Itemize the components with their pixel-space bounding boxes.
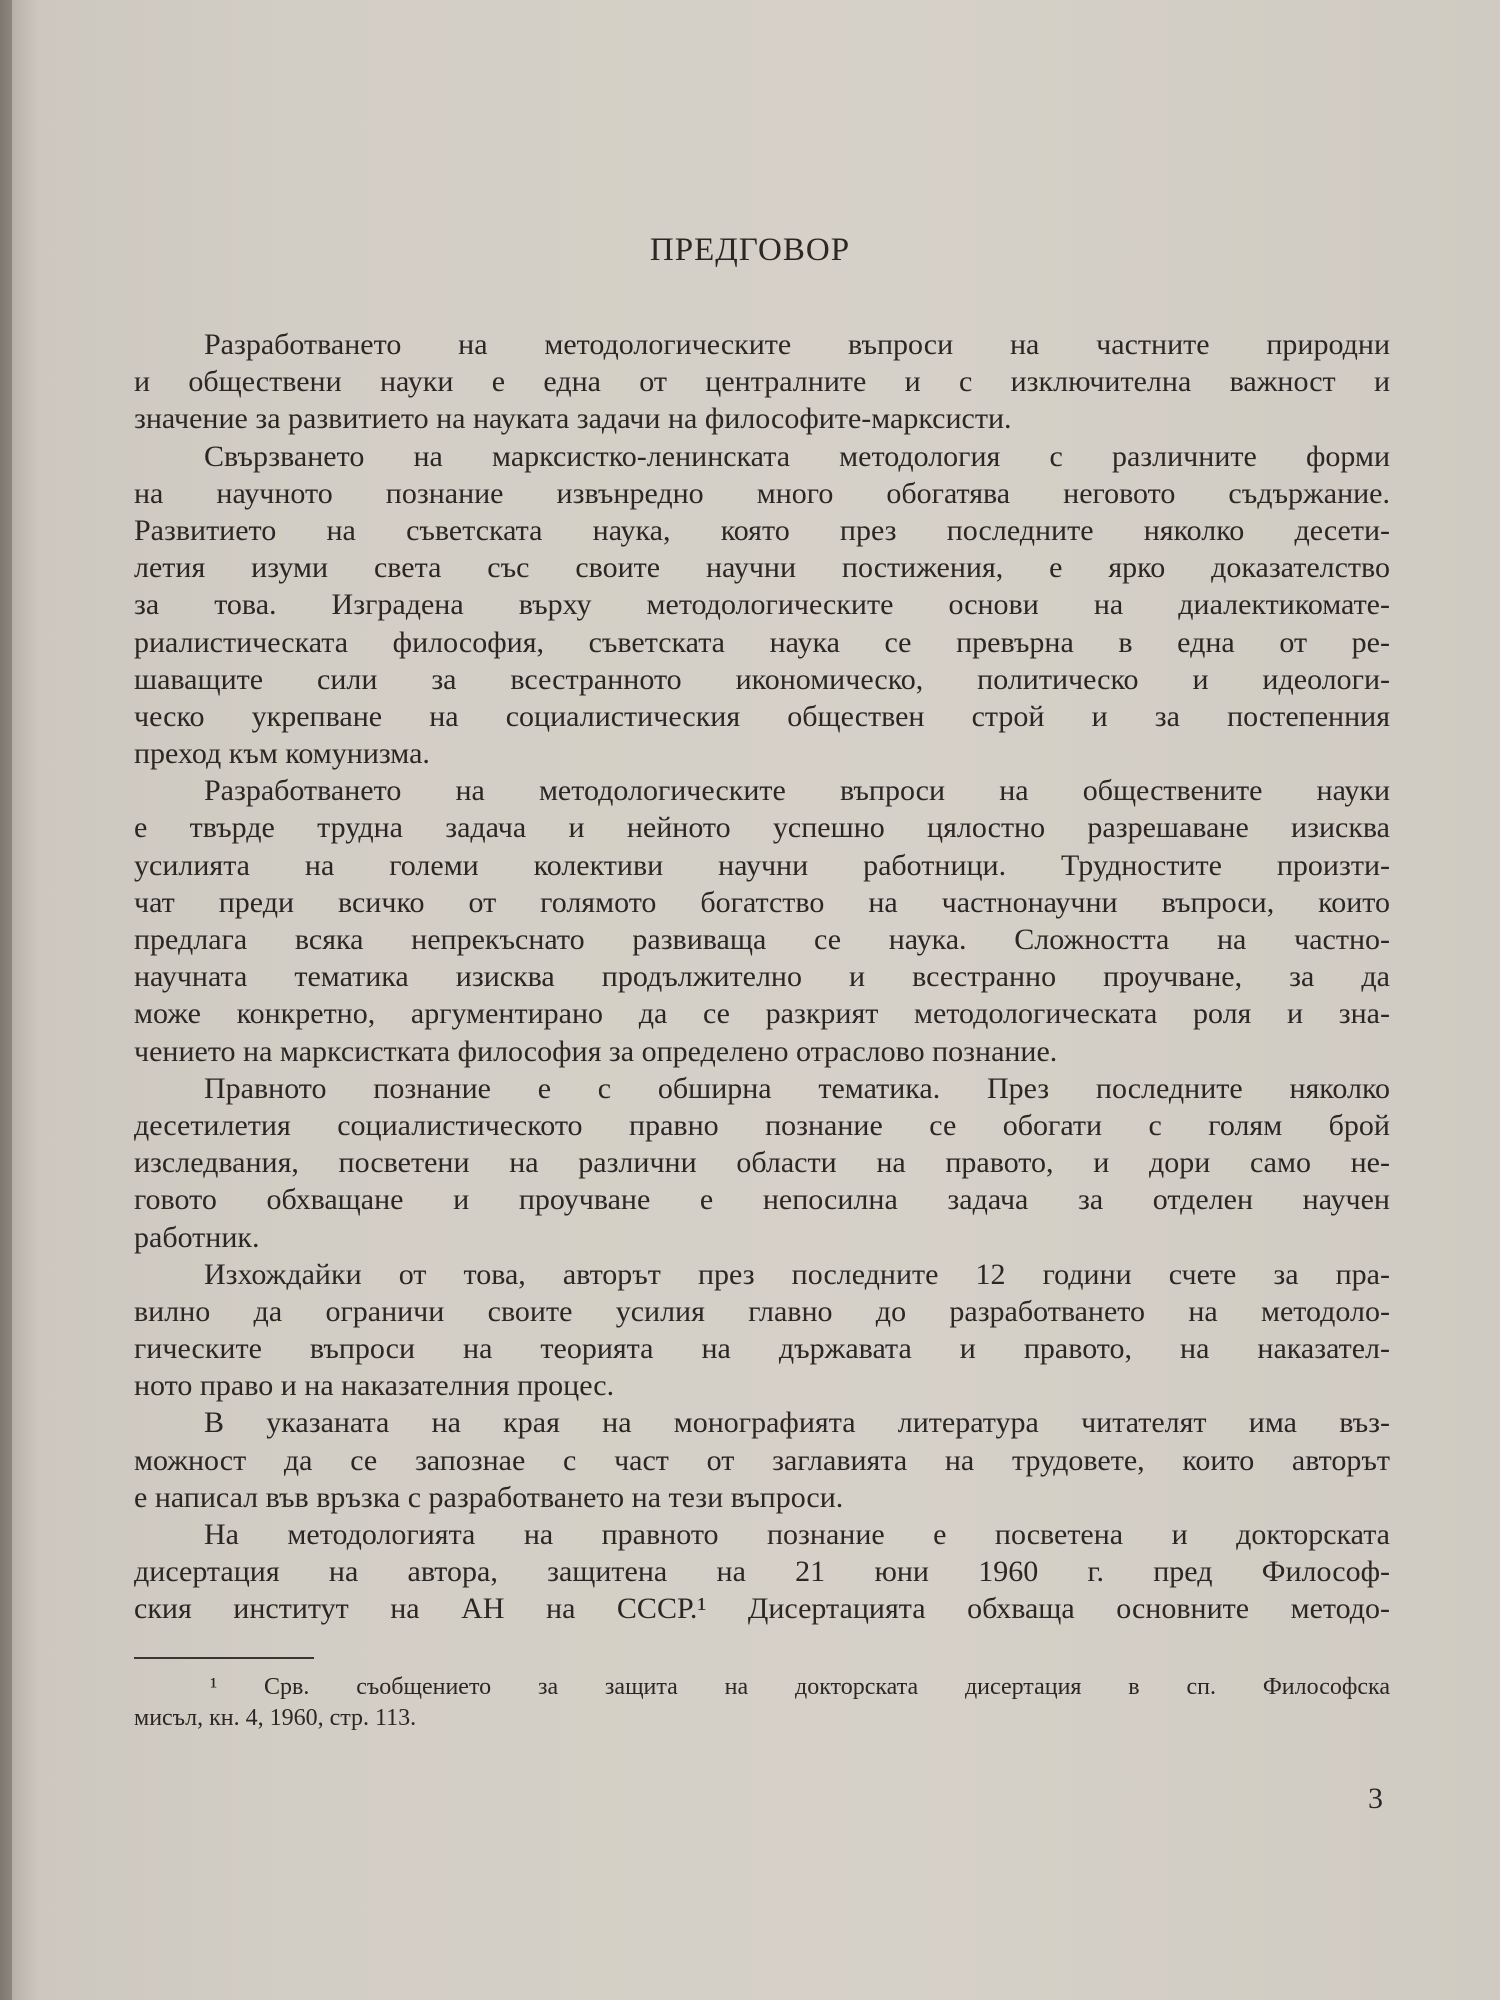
text-line: Изхождайки от това, авторът през последните 12 години счете за пра-: [204, 1257, 1390, 1291]
text-line: за това. Изградена върху методологическите основи на диалектикомате-: [134, 588, 1390, 622]
text-line: на научното познание извънредно много обогатява неговото съдържание.: [134, 476, 1390, 510]
text-line: значение за развитието на науката задачи на философите-марксисти.: [134, 402, 1012, 436]
body-text: [134, 326, 1390, 1628]
text-line: шаващите сили за всестранното икономическо, политическо и идеологи-: [134, 662, 1390, 696]
text-line: чението на марксистката философия за определено отраслово познание.: [134, 1034, 1058, 1068]
footnote-divider: [134, 1657, 314, 1659]
text-line: Разработването на методологическите въпроси на частните природни: [204, 328, 1390, 361]
text-line: може конкретно, аргументирано да се разкрият методологическата роля и зна-: [134, 997, 1390, 1031]
text-line: можност да се запознае с част от заглавията на трудовете, които авторът: [134, 1443, 1390, 1477]
text-line: работник.: [134, 1220, 260, 1254]
text-line: е твърде трудна задача и нейното успешно цялостно разрешаване изисква: [134, 811, 1390, 845]
text-line: дисертация на автора, защитена на 21 юни 1960 г. пред Философ-: [134, 1555, 1390, 1589]
text-line: Свързването на марксистко-ленинската методология с различните форми: [204, 439, 1390, 473]
paragraph: [134, 772, 1390, 1070]
page-number: 3: [1368, 1782, 1383, 1815]
text-line: предлага всяка непрекъснато развиваща се наука. Сложността на частно-: [134, 923, 1390, 956]
paragraph: [134, 1516, 1390, 1628]
text-line: Правното познание е с обширна тематика. През последните няколко: [204, 1071, 1390, 1105]
footnote: [134, 1672, 1390, 1734]
text-line: летия изуми света със своите научни постижения, е ярко доказателство: [134, 551, 1390, 585]
text-line: риалистическата философия, съветската наука се превърна в една от ре-: [134, 625, 1390, 659]
page-title: ПРЕДГОВОР: [649, 232, 851, 268]
paragraph: [134, 326, 1390, 438]
text-line: говото обхващане и проучване е непосилна задача за отделен научен: [134, 1183, 1390, 1217]
text-line: вилно да ограничи своите усилия главно до разработването на методоло-: [134, 1294, 1390, 1328]
paragraph: [134, 1404, 1390, 1516]
text-line: ския институт на АН на СССР.¹ Дисертацията обхваща основните методо-: [134, 1592, 1390, 1626]
text-line: Развитието на съветската наука, която през последните няколко десети-: [134, 513, 1390, 547]
text-line: и обществени науки е една от централните и с изключителна важност и: [134, 365, 1390, 399]
text-line: е написал във връзка с разработването на тези въпроси.: [134, 1480, 844, 1514]
paragraph: [134, 1256, 1390, 1405]
text-line: изследвания, посветени на различни области на правото, и дори само не-: [134, 1146, 1390, 1180]
footnote-line: мисъл, кн. 4, 1960, стр. 113.: [134, 1705, 417, 1731]
text-line: Разработването на методологическите въпроси на обществените науки: [204, 774, 1390, 808]
text-line: усилията на големи колективи научни работници. Трудностите произти-: [134, 848, 1390, 882]
text-line: преход към комунизма.: [134, 737, 430, 771]
text-line: десетилетия социалистическото правно познание се обогати с голям брой: [134, 1108, 1390, 1142]
text-line: ческо укрепване на социалистическия обществен строй и за постепенния: [134, 699, 1390, 733]
text-line: В указаната на края на монографията литература читателят има въз-: [204, 1406, 1390, 1440]
footnote-line: ¹ Срв. съобщението за защита на докторската дисертация в сп. Философска: [210, 1674, 1390, 1700]
paragraph: [134, 438, 1390, 773]
book-spine-shadow: [0, 0, 12, 2000]
text-line: научната тематика изисква продължително и всестранно проучване, за да: [134, 960, 1390, 994]
text-line: ното право и на наказателния процес.: [134, 1369, 615, 1403]
text-line: На методологията на правното познание е посветена и докторската: [204, 1518, 1390, 1551]
text-line: чат преди всичко от голямото богатство на частнонаучни въпроси, които: [134, 885, 1390, 919]
text-line: гическите въпроси на теорията на държавата и правото, на наказател-: [134, 1332, 1390, 1366]
paragraph: [134, 1070, 1390, 1256]
